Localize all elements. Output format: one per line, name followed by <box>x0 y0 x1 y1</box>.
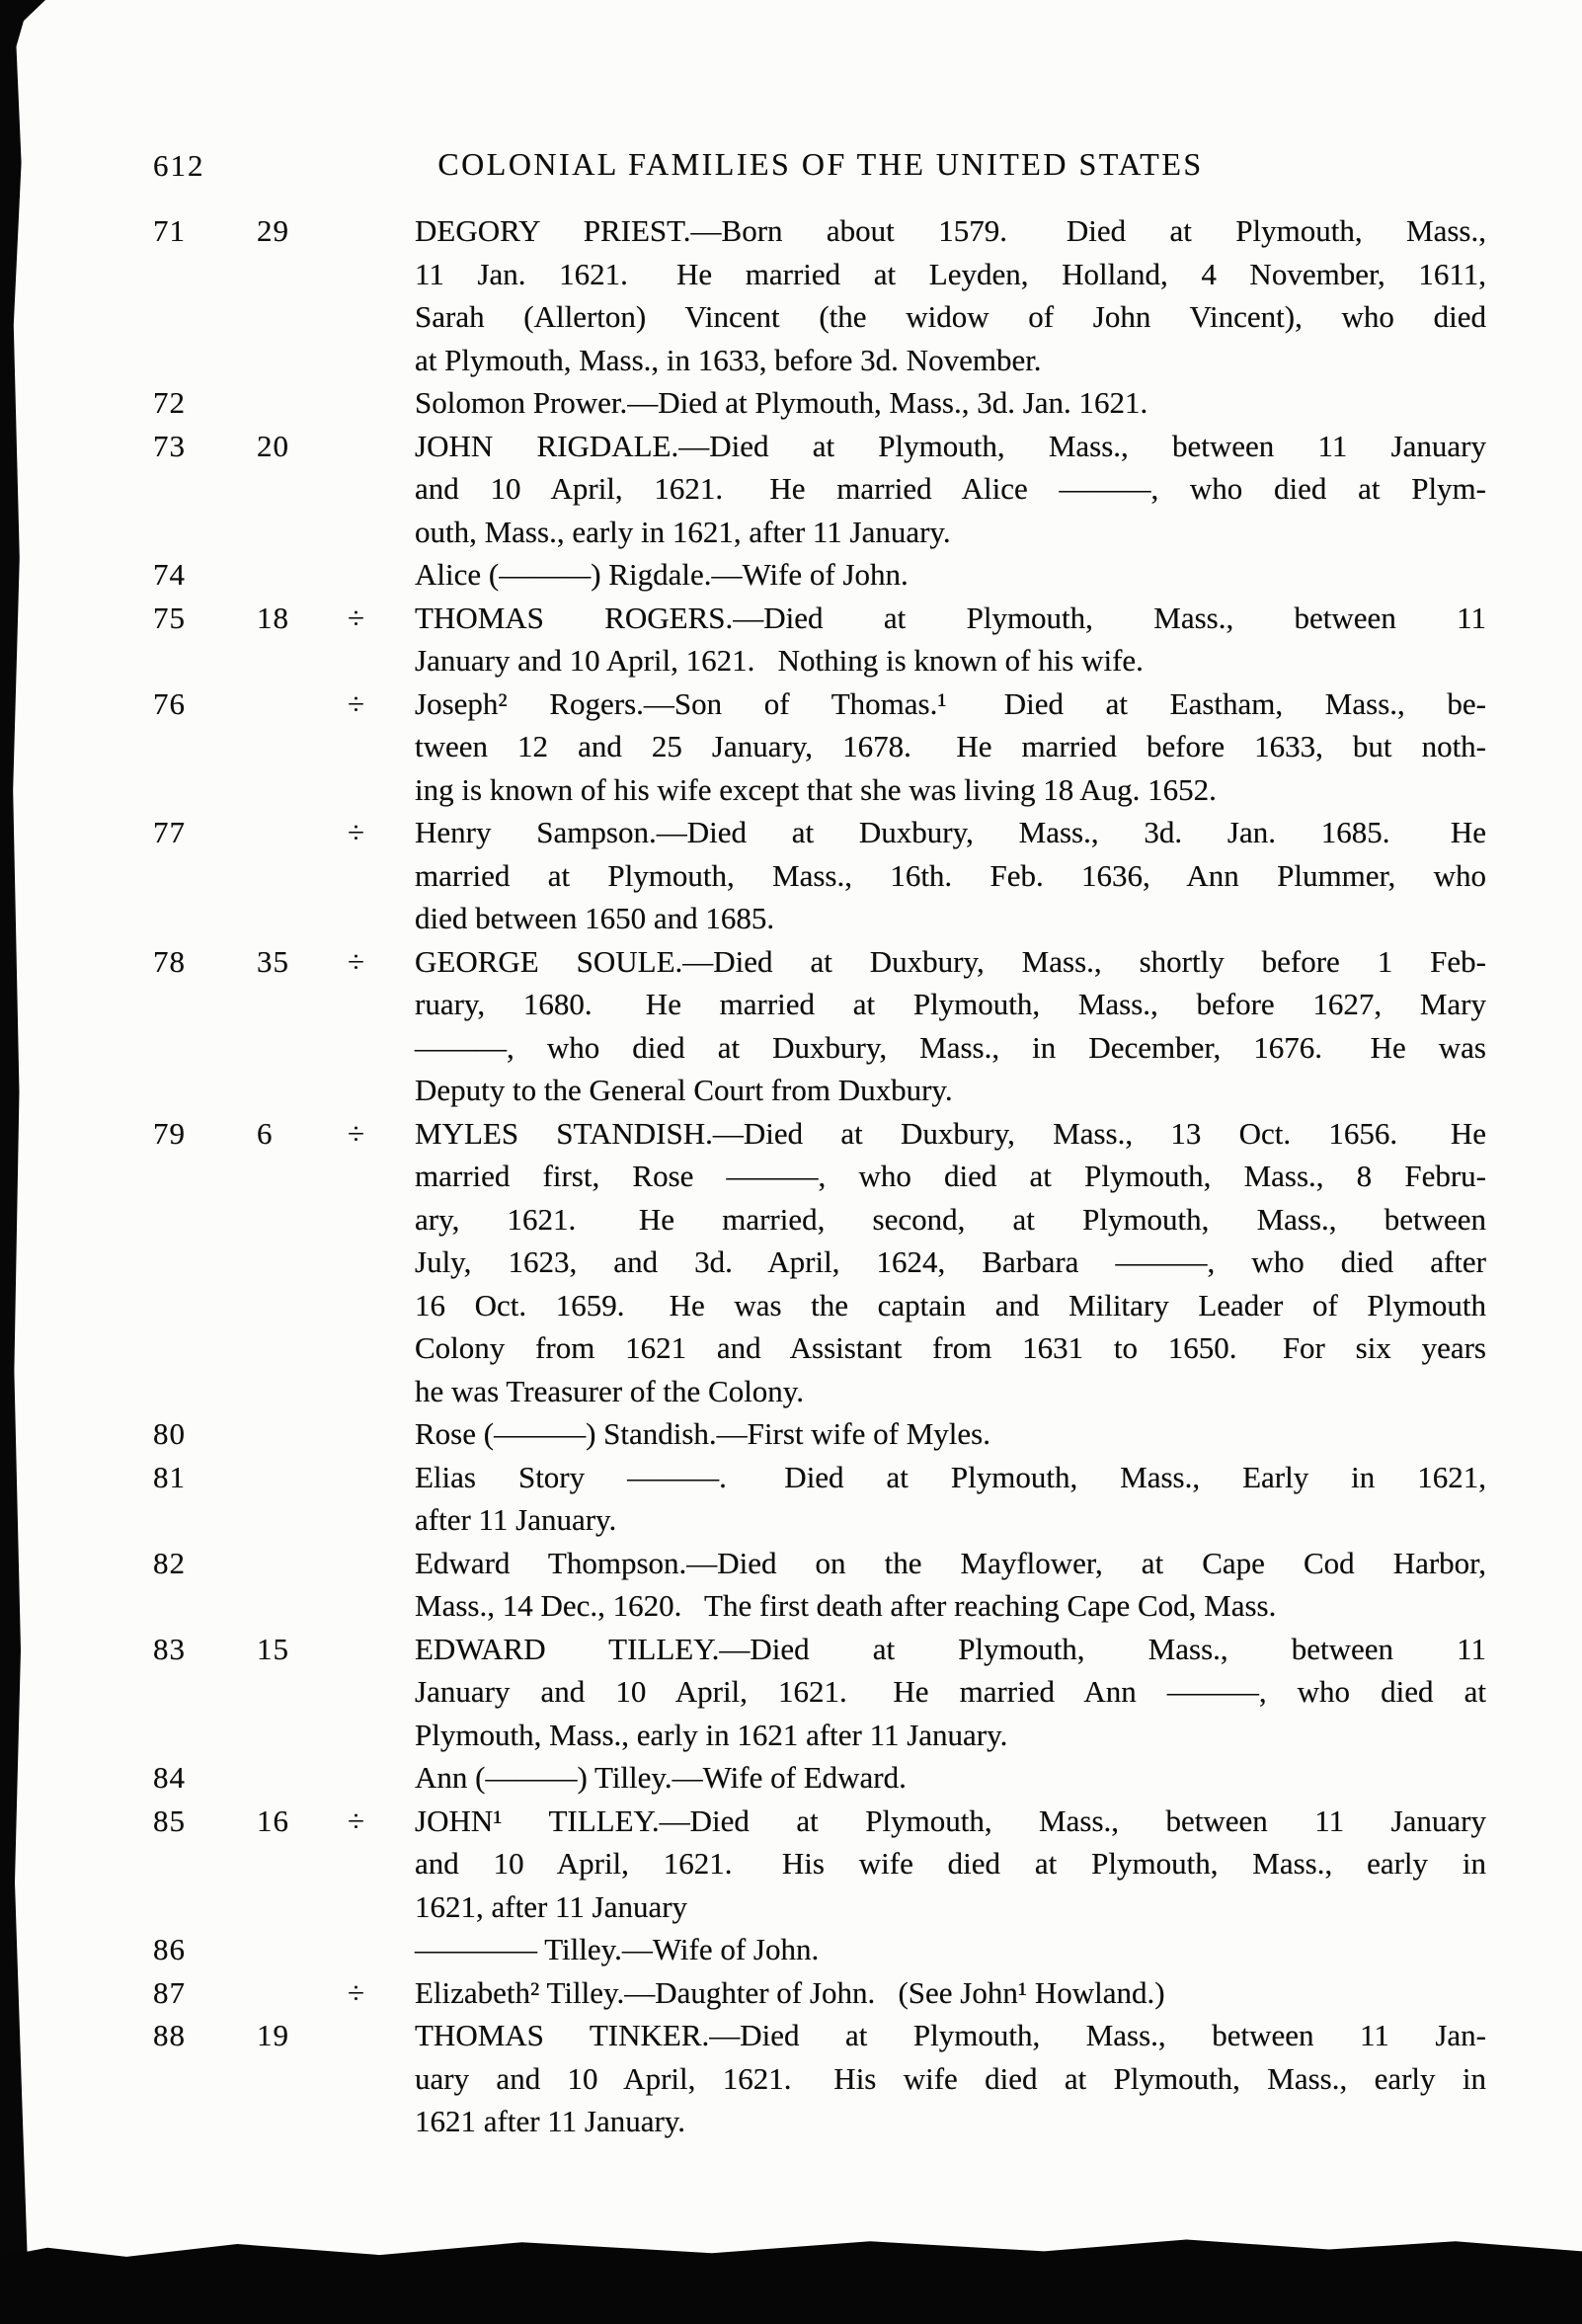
entry-reference-number: 19 <box>257 2018 289 2052</box>
cross-reference-mark: ÷ <box>348 815 365 849</box>
entry-reference-number: 29 <box>257 213 289 248</box>
entry-list <box>0 209 1582 2143</box>
text-line: 16 Oct. 1659. He was the captain and Military Leader of Plymouth <box>415 1287 1486 1322</box>
cross-reference-mark: ÷ <box>348 685 365 721</box>
entry-row <box>0 1542 1582 1628</box>
entry-text <box>415 940 1486 1112</box>
entry-text <box>415 1112 1486 1413</box>
entry-text <box>415 1971 1486 2015</box>
entry-number: 79 <box>153 1115 186 1151</box>
text-line: GEORGE SOULE.—Died at Duxbury, Mass., shortly before 1 Feb- <box>415 943 1486 979</box>
text-line: ———, who died at Duxbury, Mass., in December, 1676. He was <box>415 1029 1486 1065</box>
text-line: married first, Rose ———, who died at Plymouth, Mass., 8 Febru- <box>415 1159 1486 1193</box>
entry-number: 81 <box>153 1459 186 1494</box>
text-line: Elias Story ———. Died at Plymouth, Mass., Early in 1621, <box>415 1459 1486 1494</box>
entry-number: 71 <box>153 213 186 248</box>
text-line: Rose (———) Standish.—First wife of Myles. <box>415 1416 990 1451</box>
entry-row <box>0 1971 1582 2015</box>
entry-number: 85 <box>153 1803 186 1838</box>
text-line: 1621, after 11 January <box>415 1888 688 1924</box>
text-line: Solomon Prower.—Died at Plymouth, Mass., 3d. Jan. 1621. <box>415 385 1148 420</box>
entry-row <box>0 1800 1582 1929</box>
entry-text <box>415 425 1486 554</box>
entry-text <box>415 1628 1486 1757</box>
entry-number: 77 <box>153 815 186 849</box>
text-line: JOHN RIGDALE.—Died at Plymouth, Mass., between 11 January <box>415 428 1486 463</box>
entry-number: 82 <box>153 1545 186 1580</box>
text-line: ruary, 1680. He married at Plymouth, Mass., before 1627, Mary <box>415 987 1486 1021</box>
entry-row <box>0 1928 1582 1971</box>
text-line: and 10 April, 1621. His wife died at Plymouth, Mass., early in <box>415 1846 1486 1881</box>
text-line: Henry Sampson.—Died at Duxbury, Mass., 3d. Jan. 1685. He <box>415 815 1486 849</box>
text-line: after 11 January. <box>415 1502 617 1537</box>
entry-text <box>415 682 1486 812</box>
text-line: EDWARD TILLEY.—Died at Plymouth, Mass., between 11 <box>415 1631 1486 1666</box>
page-title: COLONIAL FAMILIES OF THE UNITED STATES <box>437 146 1204 182</box>
text-line: Elizabeth² Tilley.—Daughter of John. (See John¹ Howland.) <box>415 1974 1165 2010</box>
entry-number: 84 <box>153 1760 186 1795</box>
text-line: MYLES STANDISH.—Died at Duxbury, Mass., 13 Oct. 1656. He <box>415 1115 1486 1151</box>
text-line: tween 12 and 25 January, 1678. He married before 1633, but noth- <box>415 729 1486 763</box>
entry-text <box>415 1928 1486 1971</box>
entry-text <box>415 1756 1486 1800</box>
page-header <box>0 146 1582 196</box>
entry-row <box>0 1112 1582 1413</box>
entry-row <box>0 1756 1582 1800</box>
text-line: THOMAS ROGERS.—Died at Plymouth, Mass., between 11 <box>415 600 1486 635</box>
entry-text <box>415 1412 1486 1456</box>
text-line: Mass., 14 Dec., 1620. The first death after reaching Cape Cod, Mass. <box>415 1588 1277 1623</box>
entry-row <box>0 597 1582 682</box>
entry-number: 80 <box>153 1416 186 1451</box>
entry-number: 87 <box>153 1974 186 2010</box>
entry-row <box>0 682 1582 812</box>
text-line: and 10 April, 1621. He married Alice ———, who died at Plym- <box>415 471 1486 506</box>
entry-number: 74 <box>153 557 186 592</box>
entry-number: 76 <box>153 685 186 721</box>
text-line: 1621 after 11 January. <box>415 2104 686 2138</box>
entry-text <box>415 1800 1486 1929</box>
text-line: he was Treasurer of the Colony. <box>415 1373 805 1408</box>
entry-row <box>0 1628 1582 1757</box>
text-line: July, 1623, and 3d. April, 1624, Barbara ———, who died after <box>415 1244 1486 1279</box>
entry-row <box>0 425 1582 554</box>
entry-number: 86 <box>153 1932 186 1966</box>
text-line: JOHN¹ TILLEY.—Died at Plymouth, Mass., between 11 January <box>415 1803 1486 1838</box>
text-line: DEGORY PRIEST.—Born about 1579. Died at Plymouth, Mass., <box>415 213 1486 248</box>
entry-text <box>415 597 1486 682</box>
entry-row <box>0 1412 1582 1456</box>
entry-row <box>0 940 1582 1112</box>
entry-row <box>0 1456 1582 1542</box>
text-line: died between 1650 and 1685. <box>415 901 775 935</box>
entry-text <box>415 381 1486 425</box>
text-line: Edward Thompson.—Died on the Mayflower, at Cape Cod Harbor, <box>415 1545 1486 1580</box>
text-line: Plymouth, Mass., early in 1621 after 11 January. <box>415 1717 1008 1752</box>
entry-number: 73 <box>153 428 186 463</box>
entry-number: 75 <box>153 600 186 635</box>
text-line: uary and 10 April, 1621. His wife died at Plymouth, Mass., early in <box>415 2060 1486 2096</box>
text-line: ary, 1621. He married, second, at Plymouth, Mass., between <box>415 1201 1486 1237</box>
entry-number: 72 <box>153 385 186 420</box>
cross-reference-mark: ÷ <box>348 600 365 635</box>
entry-text <box>415 2014 1486 2143</box>
entry-text <box>415 209 1486 381</box>
text-line: Ann (———) Tilley.—Wife of Edward. <box>415 1760 907 1795</box>
text-line: ———— Tilley.—Wife of John. <box>415 1932 820 1966</box>
text-line: 11 Jan. 1621. He married at Leyden, Holland, 4 November, 1611, <box>415 256 1486 291</box>
text-line: at Plymouth, Mass., in 1633, before 3d. November. <box>415 342 1042 377</box>
text-line: Joseph² Rogers.—Son of Thomas.¹ Died at Eastham, Mass., be- <box>415 685 1486 721</box>
text-line: married at Plymouth, Mass., 16th. Feb. 1636, Ann Plummer, who <box>415 857 1486 893</box>
text-line: Alice (———) Rigdale.—Wife of John. <box>415 557 909 592</box>
entry-number: 83 <box>153 1631 186 1666</box>
entry-reference-number: 6 <box>257 1115 274 1151</box>
entry-reference-number: 18 <box>257 600 289 635</box>
entry-text <box>415 1456 1486 1542</box>
page-number: 612 <box>153 148 205 183</box>
entry-reference-number: 15 <box>257 1631 289 1666</box>
text-line: January and 10 April, 1621. He married Ann ———, who died at <box>415 1674 1486 1709</box>
entry-row <box>0 381 1582 425</box>
entry-text <box>415 1542 1486 1628</box>
entry-reference-number: 35 <box>257 943 289 979</box>
entry-number: 78 <box>153 943 186 979</box>
text-line: THOMAS TINKER.—Died at Plymouth, Mass., between 11 Jan- <box>415 2018 1486 2052</box>
entry-row <box>0 209 1582 381</box>
text-line: Deputy to the General Court from Duxbury. <box>415 1073 953 1107</box>
entry-text <box>415 553 1486 597</box>
entry-row <box>0 553 1582 597</box>
entry-text <box>415 811 1486 940</box>
entry-row <box>0 811 1582 940</box>
scan-artifact-bottom-edge <box>0 2233 1582 2324</box>
cross-reference-mark: ÷ <box>348 943 365 979</box>
cross-reference-mark: ÷ <box>348 1115 365 1151</box>
text-line: ing is known of his wife except that she was living 18 Aug. 1652. <box>415 771 1217 807</box>
entry-reference-number: 16 <box>257 1803 289 1838</box>
cross-reference-mark: ÷ <box>348 1974 365 2010</box>
entry-row <box>0 2014 1582 2143</box>
text-line: outh, Mass., early in 1621, after 11 January. <box>415 514 951 549</box>
text-line: Colony from 1621 and Assistant from 1631 to 1650. For six years <box>415 1330 1486 1365</box>
text-line: Sarah (Allerton) Vincent (the widow of John Vincent), who died <box>415 299 1486 334</box>
text-line: January and 10 April, 1621. Nothing is known of his wife. <box>415 643 1144 678</box>
cross-reference-mark: ÷ <box>348 1803 365 1838</box>
entry-number: 88 <box>153 2018 186 2052</box>
entry-reference-number: 20 <box>257 428 289 463</box>
